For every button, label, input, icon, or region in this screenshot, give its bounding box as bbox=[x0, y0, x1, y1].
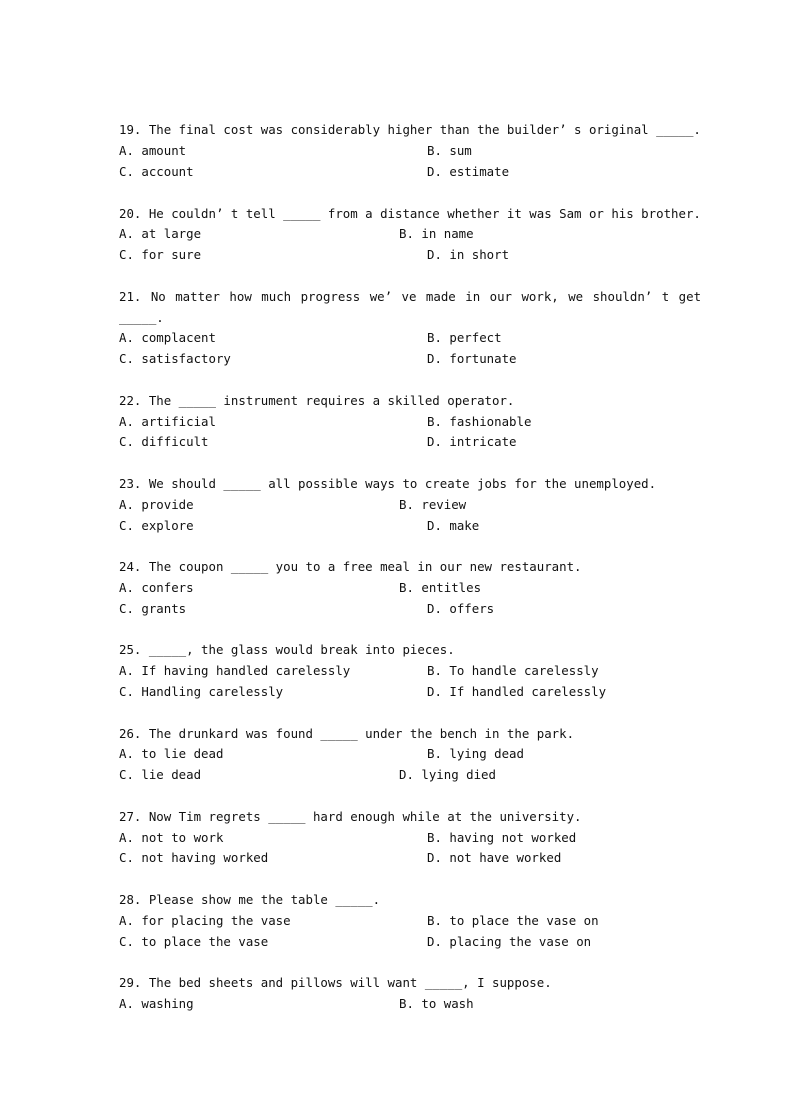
question-stem: 21. No matter how much progress we’ ve made in our work, we shouldn’ t get bbox=[119, 289, 702, 304]
option-d: D. If handled carelessly bbox=[427, 684, 607, 699]
option-a: A. at large bbox=[119, 226, 202, 241]
option-d: D. fortunate bbox=[427, 351, 517, 366]
option-d: D. not have worked bbox=[427, 850, 562, 865]
option-a: A. amount bbox=[119, 143, 187, 158]
option-d: D. make bbox=[427, 518, 480, 533]
option-a: A. to lie dead bbox=[119, 746, 224, 761]
question-stem: 23. We should _____ all possible ways to create jobs for the unemployed. bbox=[119, 476, 657, 491]
option-d: D. intricate bbox=[427, 434, 517, 449]
option-b: B. entitles bbox=[399, 580, 482, 595]
option-b: B. To handle carelessly bbox=[427, 663, 599, 678]
option-c: C. satisfactory bbox=[119, 351, 231, 366]
option-b: B. fashionable bbox=[427, 414, 532, 429]
question-stem: 25. _____, the glass would break into pieces. bbox=[119, 642, 455, 657]
question-stem: 22. The _____ instrument requires a skilled operator. bbox=[119, 393, 515, 408]
option-a: A. confers bbox=[119, 580, 194, 595]
option-d: D. in short bbox=[427, 247, 510, 262]
option-b: B. to wash bbox=[399, 996, 474, 1011]
option-a: A. washing bbox=[119, 996, 194, 1011]
option-c: C. for sure bbox=[119, 247, 202, 262]
option-a: A. provide bbox=[119, 497, 194, 512]
option-a: A. artificial bbox=[119, 414, 216, 429]
option-c: C. to place the vase bbox=[119, 934, 269, 949]
option-b: B. review bbox=[399, 497, 467, 512]
option-d: D. offers bbox=[427, 601, 495, 616]
option-a: A. If having handled carelessly bbox=[119, 663, 351, 678]
question-stem: 19. The final cost was considerably higher than the builder’ s original _____. bbox=[119, 122, 701, 137]
option-c: C. explore bbox=[119, 518, 194, 533]
option-a: A. not to work bbox=[119, 830, 224, 845]
question-stem: 28. Please show me the table _____. bbox=[119, 892, 381, 907]
option-c: C. not having worked bbox=[119, 850, 269, 865]
question-stem-continued: _____. bbox=[119, 310, 164, 325]
option-c: C. lie dead bbox=[119, 767, 202, 782]
option-d: D. estimate bbox=[427, 164, 510, 179]
option-b: B. in name bbox=[399, 226, 474, 241]
question-stem: 20. He couldn’ t tell _____ from a distance whether it was Sam or his brother. bbox=[119, 206, 701, 221]
option-d: D. placing the vase on bbox=[427, 934, 592, 949]
question-stem: 27. Now Tim regrets _____ hard enough while at the university. bbox=[119, 809, 582, 824]
option-b: B. having not worked bbox=[427, 830, 577, 845]
option-b: B. perfect bbox=[427, 330, 502, 345]
option-b: B. sum bbox=[427, 143, 472, 158]
option-c: C. grants bbox=[119, 601, 187, 616]
question-stem: 26. The drunkard was found _____ under the bench in the park. bbox=[119, 726, 575, 741]
option-c: C. Handling carelessly bbox=[119, 684, 284, 699]
option-c: C. account bbox=[119, 164, 194, 179]
option-d: D. lying died bbox=[399, 767, 496, 782]
question-stem: 29. The bed sheets and pillows will want _____, I suppose. bbox=[119, 975, 552, 990]
option-b: B. lying dead bbox=[427, 746, 524, 761]
option-c: C. difficult bbox=[119, 434, 209, 449]
question-stem: 24. The coupon _____ you to a free meal in our new restaurant. bbox=[119, 559, 582, 574]
option-a: A. complacent bbox=[119, 330, 216, 345]
option-a: A. for placing the vase bbox=[119, 913, 291, 928]
option-b: B. to place the vase on bbox=[427, 913, 599, 928]
